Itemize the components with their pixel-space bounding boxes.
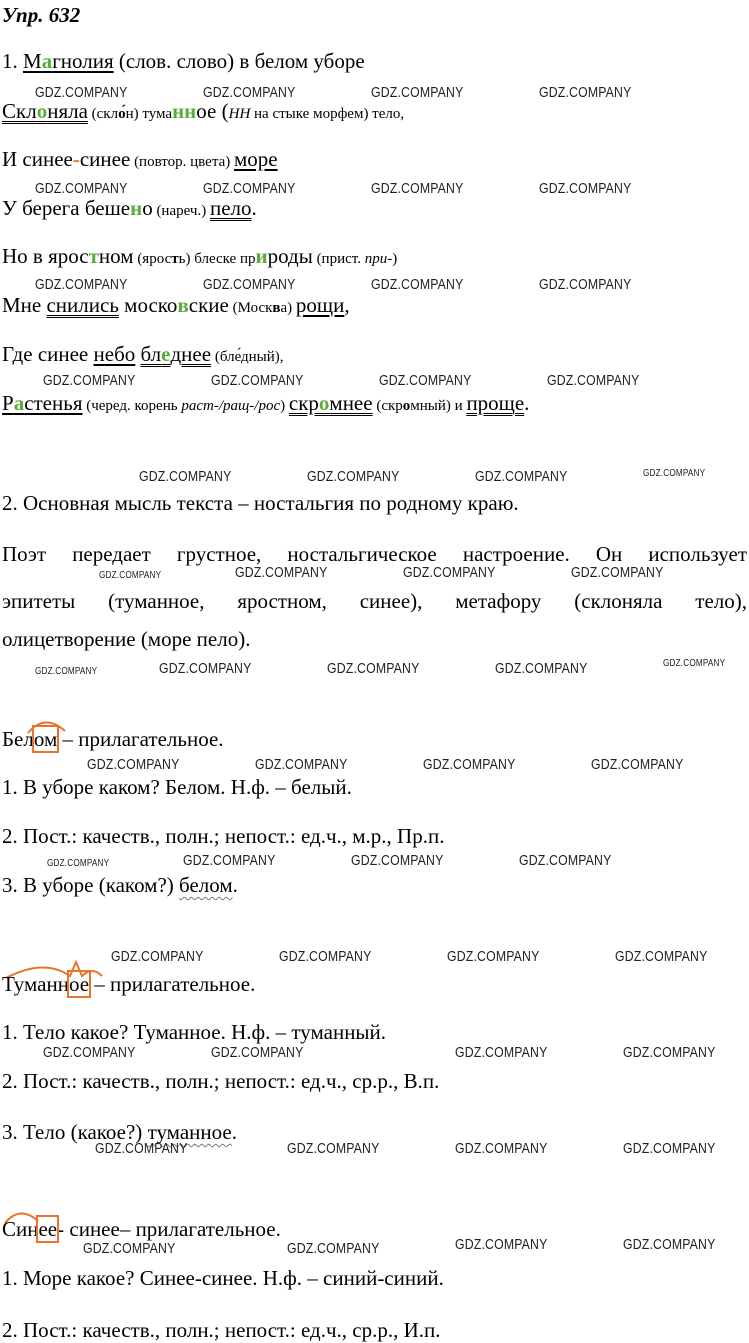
watermark: GDZ.COMPANY: [591, 756, 684, 773]
watermark: GDZ.COMPANY: [35, 180, 128, 197]
watermark: GDZ.COMPANY: [287, 1140, 380, 1157]
watermark: GDZ.COMPANY: [47, 858, 110, 869]
watermark: GDZ.COMPANY: [43, 1044, 136, 1061]
watermark: GDZ.COMPANY: [87, 756, 180, 773]
watermark: GDZ.COMPANY: [83, 1240, 176, 1257]
predicate-word: бледнее: [140, 342, 212, 366]
main-idea-heading: 2. Основная мысль текста – ностальгия по родному краю.: [2, 491, 519, 515]
watermark: GDZ.COMPANY: [455, 1236, 548, 1253]
analysis-step: 2. Пост.: качеств., полн.; непост.: ед.ч., ср.р., И.п.: [2, 1318, 441, 1342]
parsed-word-header: Туманное – прилагательное.: [2, 972, 256, 996]
subject-word: Магнолия: [23, 49, 114, 73]
subject-word: море: [233, 147, 278, 171]
predicate-word: снились: [46, 293, 119, 317]
watermark: GDZ.COMPANY: [623, 1236, 716, 1253]
watermark: GDZ.COMPANY: [95, 1140, 188, 1157]
watermark: GDZ.COMPANY: [643, 468, 706, 479]
watermark: GDZ.COMPANY: [547, 372, 640, 389]
predicate-word: проще: [466, 391, 525, 415]
watermark: GDZ.COMPANY: [35, 276, 128, 293]
poem-line-4: У берега бешено (нареч.) пело.: [2, 196, 257, 220]
watermark: GDZ.COMPANY: [111, 948, 204, 965]
watermark: GDZ.COMPANY: [307, 468, 400, 485]
watermark: GDZ.COMPANY: [99, 570, 162, 581]
watermark: GDZ.COMPANY: [255, 756, 348, 773]
poem-line-1: 1. Магнолия (слов. слово) в белом уборе: [2, 49, 365, 73]
analysis-step: 2. Пост.: качеств., полн.; непост.: ед.ч., ср.р., В.п.: [2, 1069, 440, 1093]
watermark: GDZ.COMPANY: [371, 276, 464, 293]
exercise-title: Упр. 632: [2, 3, 81, 27]
watermark: GDZ.COMPANY: [403, 564, 496, 581]
analysis-step: 1. Тело какое? Туманное. Н.ф. – туманный.: [2, 1020, 387, 1044]
watermark: GDZ.COMPANY: [371, 84, 464, 101]
watermark: GDZ.COMPANY: [623, 1140, 716, 1157]
analysis-paragraph-line: олицетворение (море пело).: [2, 627, 251, 651]
watermark: GDZ.COMPANY: [279, 948, 372, 965]
watermark: GDZ.COMPANY: [571, 564, 664, 581]
watermark: GDZ.COMPANY: [379, 372, 472, 389]
watermark: GDZ.COMPANY: [447, 948, 540, 965]
watermark: GDZ.COMPANY: [287, 1240, 380, 1257]
watermark: GDZ.COMPANY: [327, 660, 420, 677]
predicate-word: пело: [209, 196, 252, 220]
watermark: GDZ.COMPANY: [519, 852, 612, 869]
subject-word: Растенья: [2, 391, 83, 415]
poem-line-6: Мне снились московские (Москва) рощи,: [2, 293, 350, 317]
watermark: GDZ.COMPANY: [203, 180, 296, 197]
watermark: GDZ.COMPANY: [455, 1044, 548, 1061]
line-number: 1.: [2, 49, 23, 73]
watermark: GDZ.COMPANY: [495, 660, 588, 677]
analysis-step: 1. Море какое? Синее-синее. Н.ф. – синий-синий.: [2, 1266, 444, 1290]
watermark: GDZ.COMPANY: [423, 756, 516, 773]
watermark: GDZ.COMPANY: [475, 468, 568, 485]
poem-line-5: Но в яростном (ярость) блеске природы (прист. при-): [2, 244, 398, 268]
watermark: GDZ.COMPANY: [139, 468, 232, 485]
watermark: GDZ.COMPANY: [203, 84, 296, 101]
parsed-word-header: Белом – прилагательное.: [2, 727, 224, 751]
analysis-step: 3. Тело (какое?) туманное.: [2, 1120, 237, 1144]
poem-line-7: Где синее небо бледнее (бле́дный),: [2, 342, 284, 366]
poem-line-3: И синее-синее (повтор. цвета) море: [2, 147, 278, 171]
word-stem: Син: [2, 1217, 39, 1241]
word-ending-box: ее: [38, 1217, 58, 1241]
watermark: GDZ.COMPANY: [235, 564, 328, 581]
watermark: GDZ.COMPANY: [663, 658, 726, 669]
word-stem: Туманн: [2, 972, 69, 996]
analysis-paragraph-line: Поэт передает грустное, ностальгическое настроение. Он использует: [2, 542, 747, 566]
watermark: GDZ.COMPANY: [539, 180, 632, 197]
definition-underline: белом: [179, 873, 233, 897]
watermark: GDZ.COMPANY: [623, 1044, 716, 1061]
predicate-word: Склоняла: [2, 99, 88, 123]
watermark: GDZ.COMPANY: [183, 852, 276, 869]
watermark: GDZ.COMPANY: [539, 84, 632, 101]
poem-line-2: Склоняла (скло́н) туманное (НН на стыке морфем) тело,: [2, 99, 405, 123]
watermark: GDZ.COMPANY: [539, 276, 632, 293]
analysis-step: 3. В уборе (каком?) белом.: [2, 873, 238, 897]
watermark: GDZ.COMPANY: [615, 948, 708, 965]
watermark: GDZ.COMPANY: [43, 372, 136, 389]
analysis-step: 2. Пост.: качеств., полн.; непост.: ед.ч., м.р., Пр.п.: [2, 824, 445, 848]
watermark: GDZ.COMPANY: [211, 1044, 304, 1061]
subject-word: небо: [93, 342, 136, 366]
predicate-word: скромнее: [288, 391, 373, 415]
poem-line-8: Растенья (черед. корень раст-/ращ-/рос) скромнее (скромный) и проще.: [2, 391, 530, 415]
watermark: GDZ.COMPANY: [159, 660, 252, 677]
subject-word: рощи: [295, 293, 345, 317]
word-stem: Бел: [2, 727, 34, 751]
watermark: GDZ.COMPANY: [371, 180, 464, 197]
analysis-paragraph-line: эпитеты (туманное, яростном, синее), метафору (склоняла тело),: [2, 589, 747, 613]
definition-underline: туманное: [147, 1120, 232, 1144]
watermark: GDZ.COMPANY: [351, 852, 444, 869]
parsed-word-header: Синее- синее– прилагательное.: [2, 1217, 281, 1241]
word-ending-box: ое: [68, 972, 90, 996]
watermark: GDZ.COMPANY: [455, 1140, 548, 1157]
analysis-step: 1. В уборе каком? Белом. Н.ф. – белый.: [2, 775, 352, 799]
watermark: GDZ.COMPANY: [35, 84, 128, 101]
watermark: GDZ.COMPANY: [35, 666, 98, 677]
watermark: GDZ.COMPANY: [203, 276, 296, 293]
word-ending-box: ом: [33, 727, 58, 751]
watermark: GDZ.COMPANY: [211, 372, 304, 389]
